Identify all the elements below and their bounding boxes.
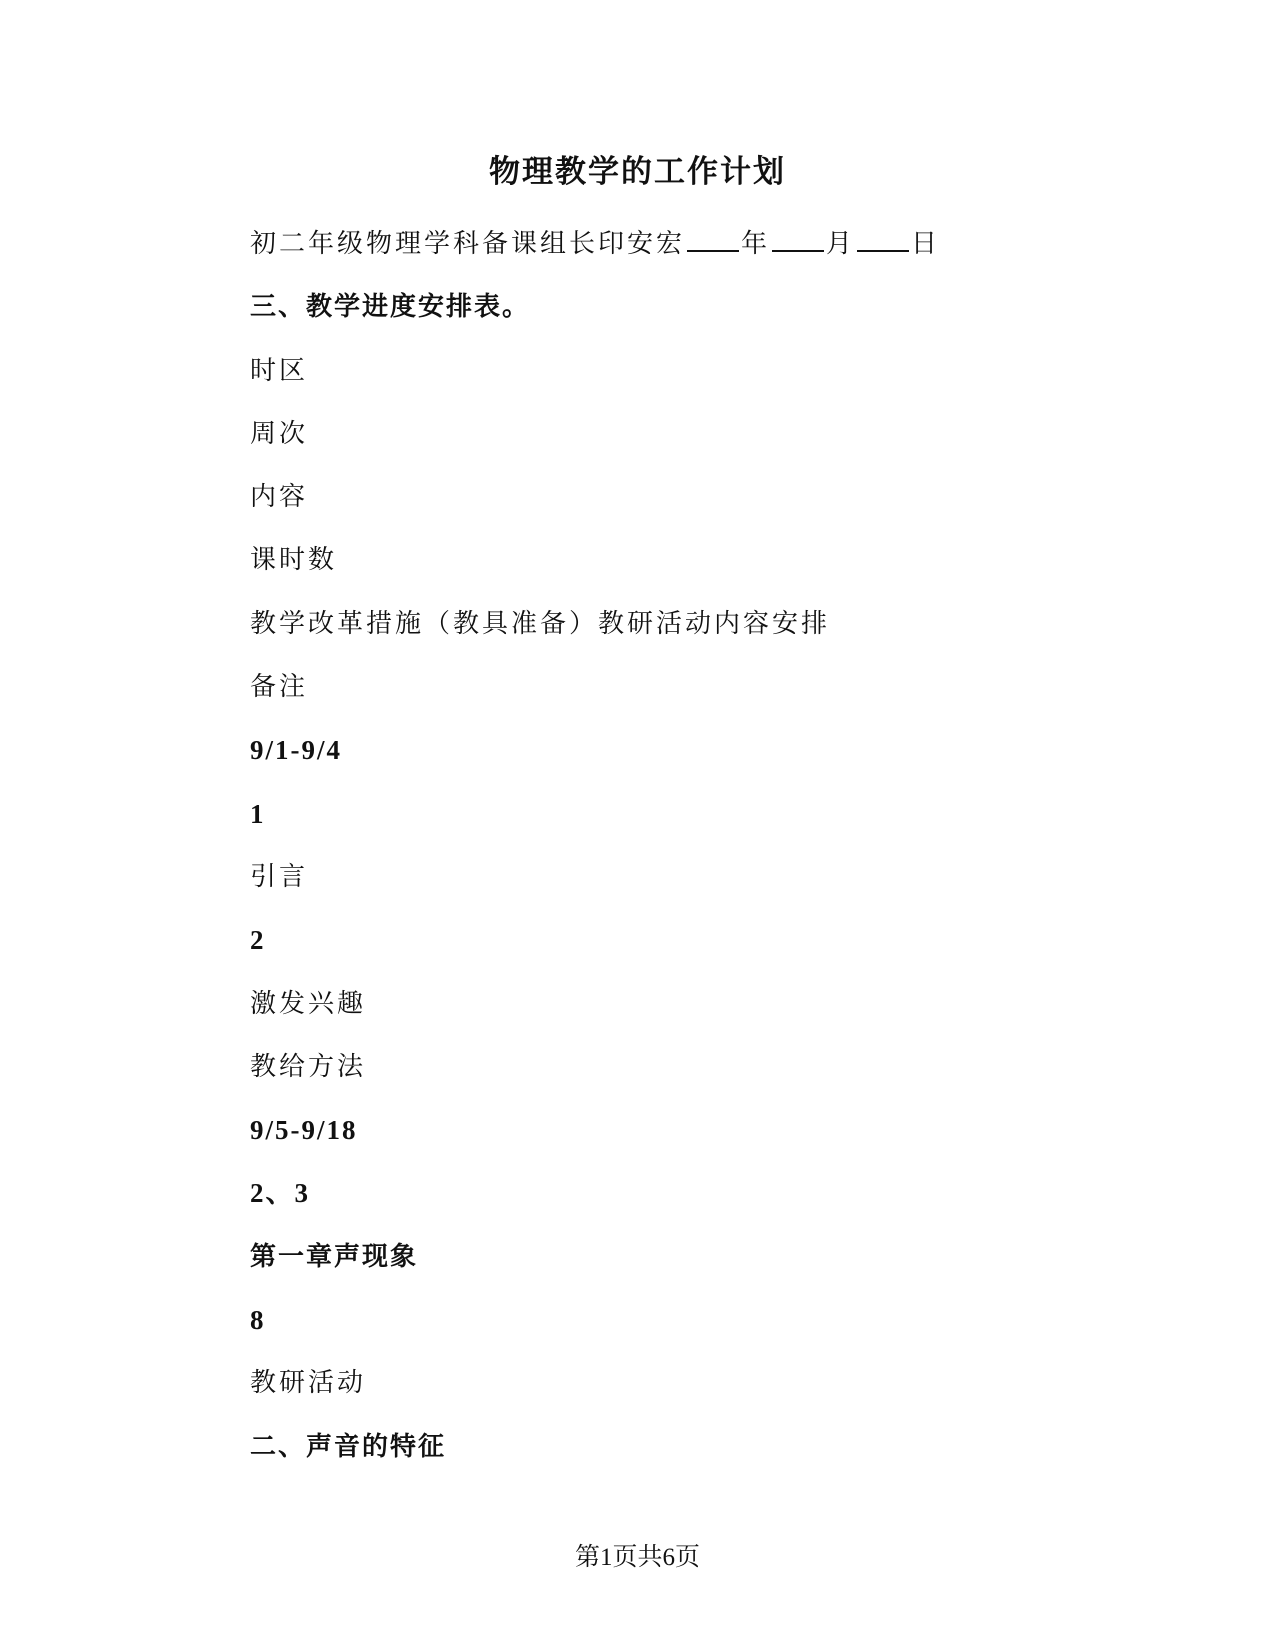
month-label: 月 <box>826 229 856 259</box>
body-line: 教学改革措施（教具准备）教研活动内容安排 <box>250 608 831 639</box>
document-title: 物理教学的工作计划 <box>489 154 786 190</box>
document-body <box>250 226 1050 1492</box>
body-line: 2、3 <box>250 1178 310 1209</box>
body-line: 备注 <box>250 672 309 703</box>
body-line: 9/1-9/4 <box>250 735 342 766</box>
body-line: 8 <box>250 1305 266 1336</box>
body-line: 1 <box>250 798 266 829</box>
body-line: 2 <box>250 925 266 956</box>
body-line: 内容 <box>250 482 309 513</box>
body-line: 课时数 <box>250 545 338 576</box>
month-blank <box>772 226 824 252</box>
body-line: 周次 <box>250 418 309 449</box>
body-line: 教研活动 <box>250 1368 367 1399</box>
body-line: 第一章声现象 <box>250 1241 419 1272</box>
body-line: 二、声音的特征 <box>250 1431 447 1462</box>
body-line: 引言 <box>250 861 309 892</box>
year-blank <box>687 226 739 252</box>
page-footer: 第1页共6页 <box>574 1544 700 1571</box>
year-label: 年 <box>741 229 771 259</box>
body-line: 9/5-9/18 <box>250 1115 358 1146</box>
body-line: 教给方法 <box>250 1051 367 1082</box>
body-line: 时区 <box>250 355 309 386</box>
day-label: 日 <box>911 229 941 259</box>
header-prefix: 初二年级物理学科备课组长印安宏 <box>250 229 686 259</box>
section-heading: 三、教学进度安排表。 <box>250 292 531 323</box>
header-line <box>250 226 1050 262</box>
day-blank <box>857 226 909 252</box>
body-line: 激发兴趣 <box>250 988 367 1019</box>
